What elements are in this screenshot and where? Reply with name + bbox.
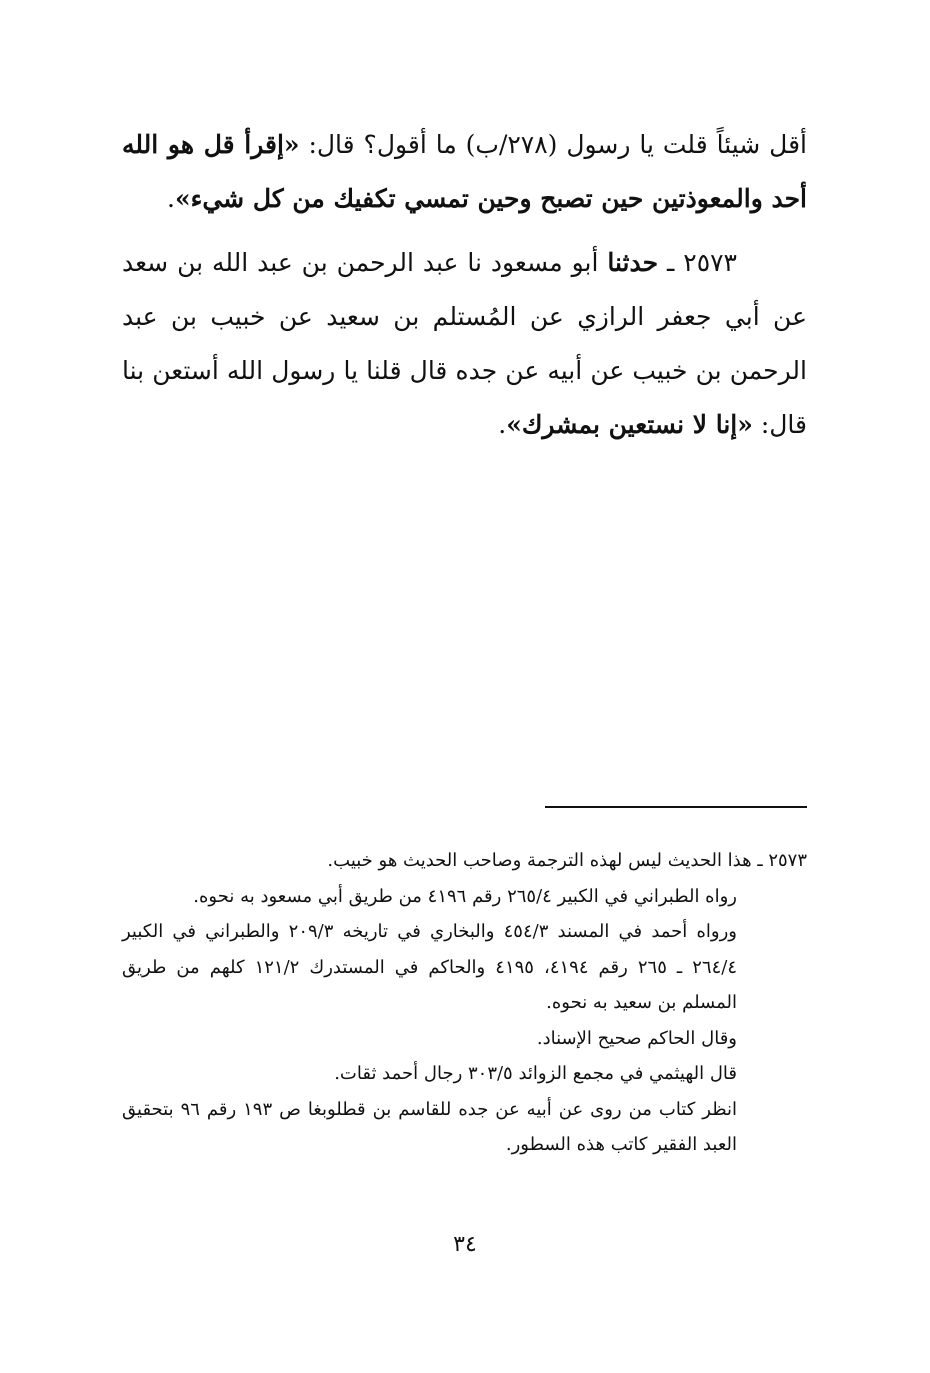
hadith-number: ٢٥٧٣ ـ: [667, 248, 737, 277]
paragraph-1-text: أقل شيئاً قلت يا رسول (٢٧٨/ب) ما أقول؟ قال:: [299, 130, 807, 159]
paragraph-2-text: أبو مسعود نا عبد الرحمن بن عبد الله بن سعد عن أبي جعفر الرازي عن المُستلم بن سعيد عن خبيب بن عبد الرحمن بن خبيب عن أبيه عن جده قال قلنا يا رسول الله أستعن بنا قال:: [122, 248, 807, 439]
footnote-line: رواه الطبراني في الكبير ٢٦٥/٤ رقم ٤١٩٦ من طريق أبي مسعود به نحوه.: [193, 885, 737, 907]
paragraph-1-quote: «إقرأ قل هو الله أحد والمعوذتين حين تصبح وحين تمسي تكفيك من كل شيء»: [122, 130, 807, 213]
footnote-line: انظر كتاب من روى عن أبيه عن جده للقاسم بن قطلوبغا ص ١٩٣ رقم ٩٦ بتحقيق العبد الفقير كاتب هذه السطور.: [122, 1098, 737, 1155]
footnote-separator: [545, 806, 807, 808]
footnote-line: ٢٥٧٣ ـ هذا الحديث ليس لهذه الترجمة وصاحب الحديث هو خبيب.: [327, 850, 807, 871]
footnote-line: ورواه أحمد في المسند ٤٥٤/٣ والبخاري في تاريخه ٢٠٩/٣ والطبراني في الكبير ٢٦٤/٤ ـ ٢٦٥ رقم ٤١٩٤، ٤١٩٥ والحاكم في المستدرك ١٢١/٢ كلهم من طريق المسلم بن سعيد به نحوه.: [122, 921, 738, 1013]
footnotes: [122, 843, 807, 1163]
main-text: [122, 118, 807, 452]
paragraph-1: [122, 118, 807, 226]
footnote-line: قال الهيثمي في مجمع الزوائد ٣٠٣/٥ رجال أحمد ثقات.: [334, 1063, 737, 1084]
paragraph-2-quote: «إنا لا نستعين بمشرك»: [506, 410, 753, 439]
footnote-line: وقال الحاكم صحيح الإسناد.: [536, 1027, 737, 1049]
paragraph-1-end: .: [167, 184, 175, 213]
haddathana-word: حدثنا: [607, 248, 659, 277]
paragraph-2-end: .: [498, 410, 507, 439]
paragraph-2: [122, 236, 807, 452]
page-number: ٣٤: [453, 1232, 477, 1257]
